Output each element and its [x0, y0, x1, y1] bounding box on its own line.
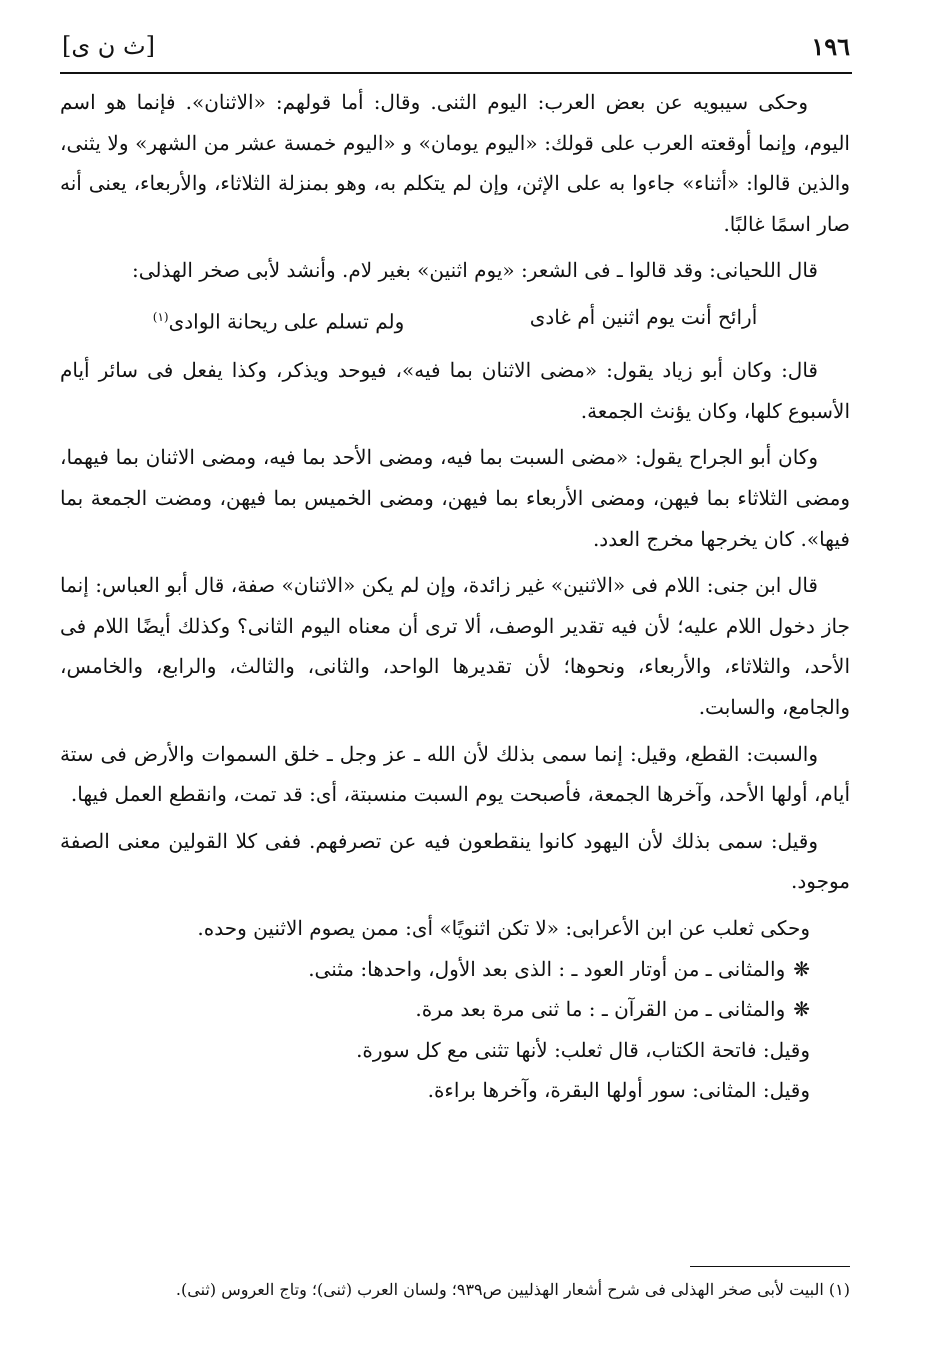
indented-line: [60, 989, 810, 1030]
footnote: (١) البيت لأبى صخر الهذلى فى شرح أشعار الهذليين ص٩٣٩؛ ولسان العرب (ثنى)؛ وتاج العروس (ثنى).: [175, 1280, 850, 1299]
indented-line: [60, 949, 810, 990]
star-icon: ❋: [793, 997, 810, 1022]
indented-line: وحكى ثعلب عن ابن الأعرابى: «لا تكن اثنويًا» أى: ممن يصوم الاثنين وحده.: [197, 915, 810, 940]
main-text: [60, 82, 850, 1111]
indented-line-text: والمثانى ـ من القرآن ـ : ما ثنى مرة بعد مرة.: [415, 997, 786, 1022]
paragraph: قال ابن جنى: اللام فى «الاثنين» غير زائدة، وإن لم يكن «الاثنان» صفة، قال أبو العباس: إنما جاز دخول اللام عليه؛ لأن فيه تقدير الوصف، ألا ترى أن معناه اليوم الثانى؟ وكذلك أيضًا اللام فى الأحد، والثلاثاء، والأربعاء، ونحوها؛ لأن تقديرها الواحد، والثانى، والثالث، والرابع، والخامس، والجامع، والسابت.: [60, 573, 850, 719]
paragraph: وحكى سيبويه عن بعض العرب: اليوم الثنى. وقال: أما قولهم: «الاثنان». فإنما هو اسم اليوم، وإنما أوقعته العرب على قولك: «اليوم يومان» و «اليوم خمسة عشر من الشهر» ولا يثنى، والذين قالوا: «أثناء» جاءوا به على الإثن، وإن لم يتكلم به، وهو بمنزلة الثلاثاء، والأربعاء، يعنى أنه صار اسمًا غالبًا.: [60, 90, 850, 236]
paragraph: وكان أبو الجراح يقول: «مضى السبت بما فيه، ومضى الأحد بما فيه، ومضى الاثنان بما فيهما، ومضى الثلاثاء بما فيهن، ومضى الأربعاء بما فيهن، ومضى الخميس بما فيهن، ومضت الجمعة بما فيها». كان يخرجها مخرج العدد.: [60, 445, 850, 551]
paragraph: والسبت: القطع، وقيل: إنما سمى بذلك لأن الله ـ عز وجل ـ خلق السموات والأرض فى ستة أيام، أولها الأحد، وآخرها الجمعة، فأصبحت يوم السبت منسبتة، أى: قد تمت، وانقطع العمل فيها.: [60, 741, 850, 807]
page-number: ١٩٦: [811, 31, 850, 61]
indented-line: وقيل: المثانى: سور أولها البقرة، وآخرها براءة.: [427, 1078, 810, 1103]
indented-line: وقيل: فاتحة الكتاب، قال ثعلب: لأنها تثنى مع كل سورة.: [356, 1037, 810, 1062]
star-icon: ❋: [793, 956, 810, 981]
verse-second-text: ولم تسلم على ريحانة الوادى: [168, 309, 405, 334]
running-header: [62, 26, 850, 66]
poetry-verse: [60, 297, 850, 342]
indented-line-text: والمثانى ـ من أوتار العود ـ : الذى بعد الأول، واحدها: مثنى.: [308, 956, 786, 981]
paragraph: قال اللحيانى: وقد قالوا ـ فى الشعر: «يوم اثنين» بغير لام. وأنشد لأبى صخر الهذلى:: [132, 258, 818, 283]
root-letters: [ث ن ى]: [62, 32, 155, 60]
paragraph: وقيل: سمى بذلك لأن اليهود كانوا ينقطعون فيه عن تصرفهم. ففى كلا القولين معنى الصفة موجود.: [60, 828, 850, 894]
header-rule: [60, 72, 852, 74]
footnote-rule: [690, 1266, 850, 1267]
verse-first-hemistich: أرائح أنت يوم اثنين أم غادى: [529, 304, 758, 329]
paragraph: قال: وكان أبو زياد يقول: «مضى الاثنان بما فيه»، فيوحد ويذكر، وكذا يفعل فى سائر أيام الأسبوع كلها، وكان يؤنث الجمعة.: [60, 358, 850, 423]
footnote-marker: (١): [152, 309, 169, 324]
verse-second-hemistich: [153, 297, 405, 342]
